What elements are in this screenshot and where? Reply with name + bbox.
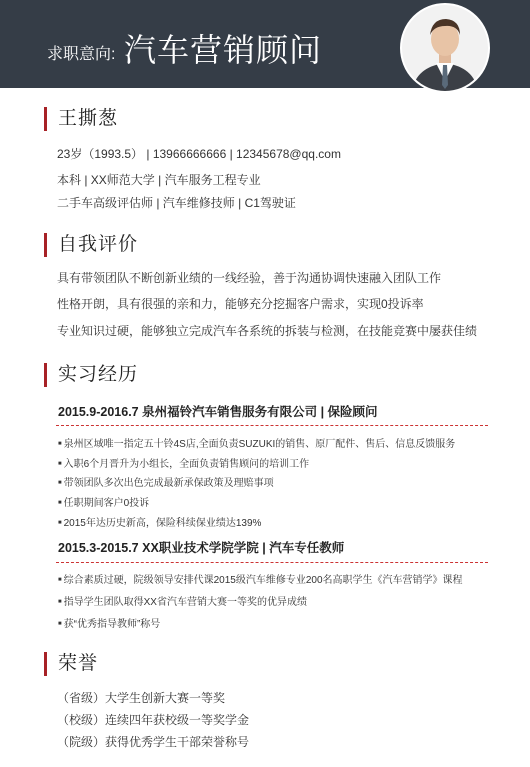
honor-item: （院级）获得优秀学生干部荣誉称号 — [57, 735, 250, 749]
job-intent-label: 求职意向: — [47, 46, 116, 63]
profile-education: 本科 | XX师范大学 | 汽车服务工程专业 — [57, 173, 261, 187]
section-title-self-eval: 自我评价 — [44, 233, 138, 257]
job-bullet: ■ 2015年达历史新高，保险科续保业绩达139% — [58, 514, 261, 529]
job-heading: 2015.9-2016.7 泉州福铃汽车销售服务有限公司 | 保险顾问 — [58, 405, 378, 419]
job-bullet: ■ 泉州区域唯一指定五十铃4S店,全面负责SUZUKI的销售、原厂配件、售后、信息反馈服务 — [58, 435, 455, 450]
section-title-honors: 荣誉 — [44, 652, 98, 676]
self-eval-line: 性格开朗，具有很强的亲和力，能够充分挖掘客户需求，实现0投诉率 — [57, 297, 424, 311]
divider — [56, 562, 488, 563]
honor-item: （省级）大学生创新大赛一等奖 — [57, 691, 226, 705]
job-bullet: ■ 指导学生团队取得XX省汽车营销大赛一等奖的优异成绩 — [58, 593, 307, 608]
job-heading: 2015.3-2015.7 XX职业技术学院学院 | 汽车专任教师 — [58, 541, 345, 555]
profile-age-contact: 23岁（1993.5） | 13966666666 | 12345678@qq.com — [57, 147, 341, 161]
job-bullet: ■ 入职6个月晋升为小组长，全面负责销售顾问的培训工作 — [58, 455, 309, 470]
profile-certificates: 二手车高级评估师 | 汽车维修技师 | C1驾驶证 — [57, 196, 296, 210]
job-bullet: ■ 获“优秀指导教师”称号 — [58, 615, 160, 630]
self-eval-line: 专业知识过硬，能够独立完成汽车各系统的拆装与检测，在技能竞赛中屡获佳绩 — [57, 324, 478, 338]
person-portrait-icon — [402, 5, 488, 91]
profile-name: 王撕葱 — [44, 107, 118, 131]
section-title-experience: 实习经历 — [44, 363, 138, 387]
job-bullet: ■ 任职期间客户0投诉 — [58, 494, 149, 509]
job-intent-title: 汽车营销顾问 — [124, 32, 323, 68]
divider — [56, 425, 488, 426]
job-bullet: ■ 综合素质过硬，院级领导安排代课2015级汽车维修专业200名高职学生《汽车营销学》课程 — [58, 571, 463, 586]
job-bullet: ■ 带领团队多次出色完成最新承保政策及理赔事项 — [58, 474, 274, 489]
self-eval-line: 具有带领团队不断创新业绩的一线经验，善于沟通协调快速融入团队工作 — [57, 271, 442, 285]
avatar-photo — [400, 3, 490, 93]
honor-item: （校级）连续四年获校级一等奖学金 — [57, 713, 250, 727]
